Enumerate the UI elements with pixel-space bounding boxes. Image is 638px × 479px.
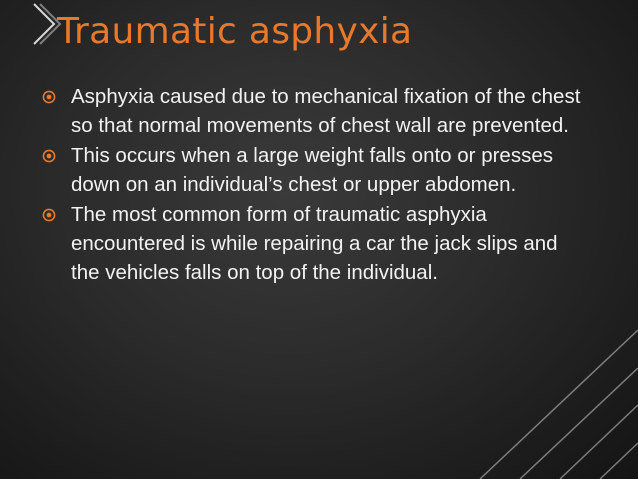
corner-chevron-decoration [480,330,638,479]
bullet-item [42,82,582,140]
bullet-list [42,82,582,288]
bullet-text: Asphyxia caused due to mechanical fixation of the chest so that normal movements of chest wall are prevented. [71,85,581,137]
bullet-text: The most common form of traumatic asphyxia encountered is while repairing a car the jack slips and the vehicles falls on top of the individual. [71,203,558,284]
target-bullet-icon [42,149,56,163]
bullet-text: This occurs when a large weight falls onto or presses down on an individual’s chest or upper abdomen. [71,144,553,196]
bullet-item [42,200,582,287]
target-bullet-icon [42,90,56,104]
bullet-item [42,141,582,199]
slide-title: Traumatic asphyxia [57,11,413,52]
target-bullet-icon [42,208,56,222]
